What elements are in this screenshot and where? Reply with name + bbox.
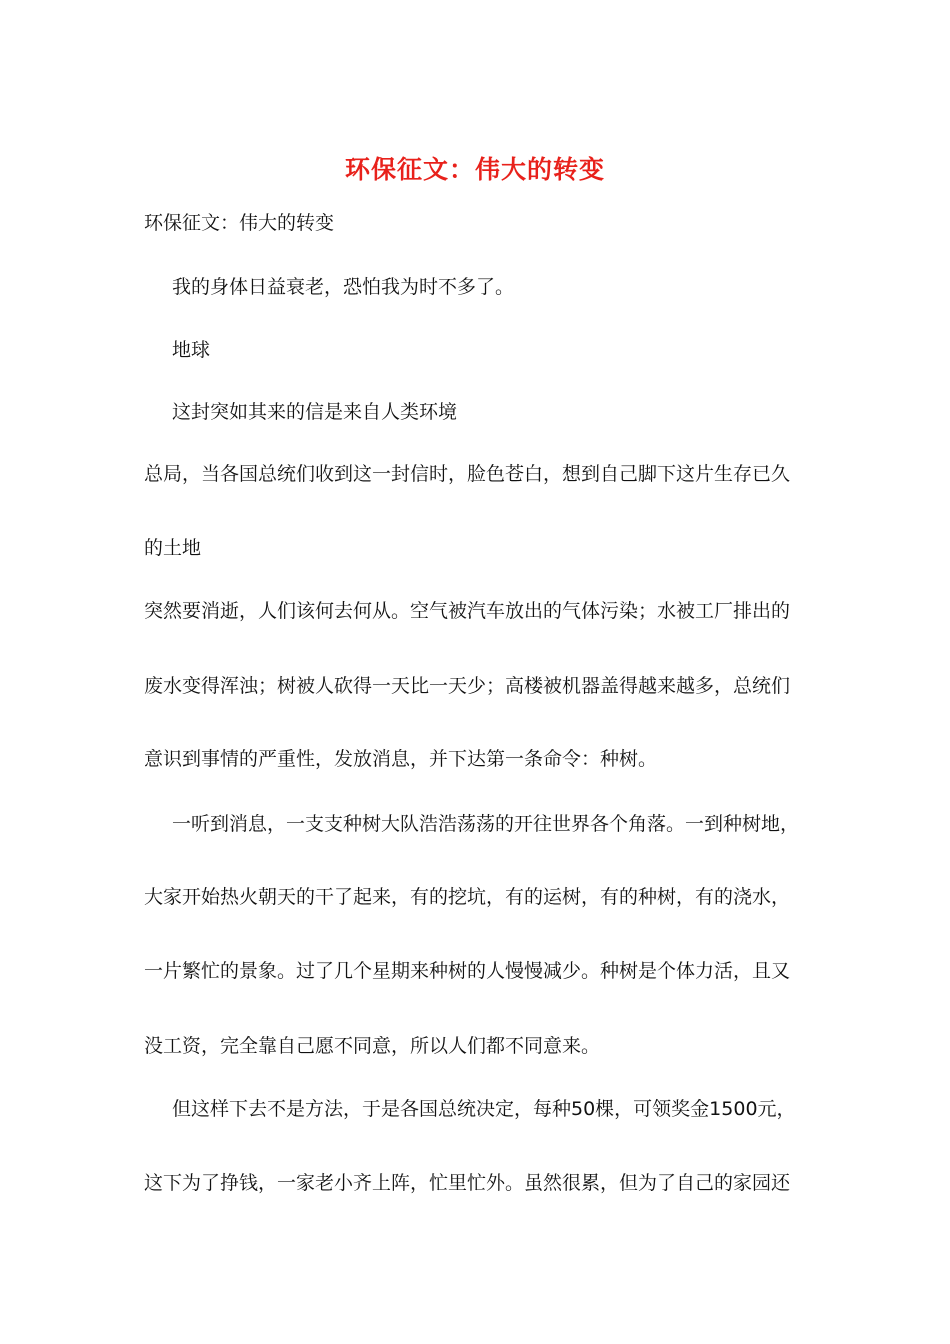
paragraph-line: 地球 [172, 339, 211, 361]
paragraph-line: 没工资，完全靠自己愿不同意，所以人们都不同意来。 [144, 1035, 601, 1057]
paragraph-line: 突然要消逝，人们该何去何从。空气被汽车放出的气体污染；水被工厂排出的 [144, 600, 791, 622]
paragraph-line: 意识到事情的严重性，发放消息，并下达第一条命令：种树。 [144, 748, 658, 770]
document-title: 环保征文：伟大的转变 [344, 155, 605, 184]
paragraph-line: 我的身体日益衰老，恐怕我为时不多了。 [172, 276, 515, 298]
paragraph-line: 但这样下去不是方法，于是各国总统决定，每种50棵，可领奖金1500元， [172, 1098, 796, 1120]
paragraph-line: 的土地 [144, 537, 202, 559]
paragraph-line: 总局，当各国总统们收到这一封信时，脸色苍白，想到自己脚下这片生存已久 [144, 463, 791, 485]
subtitle-line: 环保征文：伟大的转变 [144, 212, 335, 234]
paragraph-line: 这下为了挣钱，一家老小齐上阵，忙里忙外。虽然很累，但为了自己的家园还 [144, 1172, 791, 1194]
paragraph-line: 一听到消息，一支支种树大队浩浩荡荡的开往世界各个角落。一到种树地， [172, 813, 800, 835]
paragraph-line: 这封突如其来的信是来自人类环境 [172, 401, 458, 423]
paragraph-line: 废水变得浑浊；树被人砍得一天比一天少；高楼被机器盖得越来越多，总统们 [144, 675, 791, 697]
paragraph-line: 一片繁忙的景象。过了几个星期来种树的人慢慢减少。种树是个体力活，且又 [144, 960, 791, 982]
paragraph-line: 大家开始热火朝天的干了起来，有的挖坑，有的运树，有的种树，有的浇水， [144, 886, 791, 908]
